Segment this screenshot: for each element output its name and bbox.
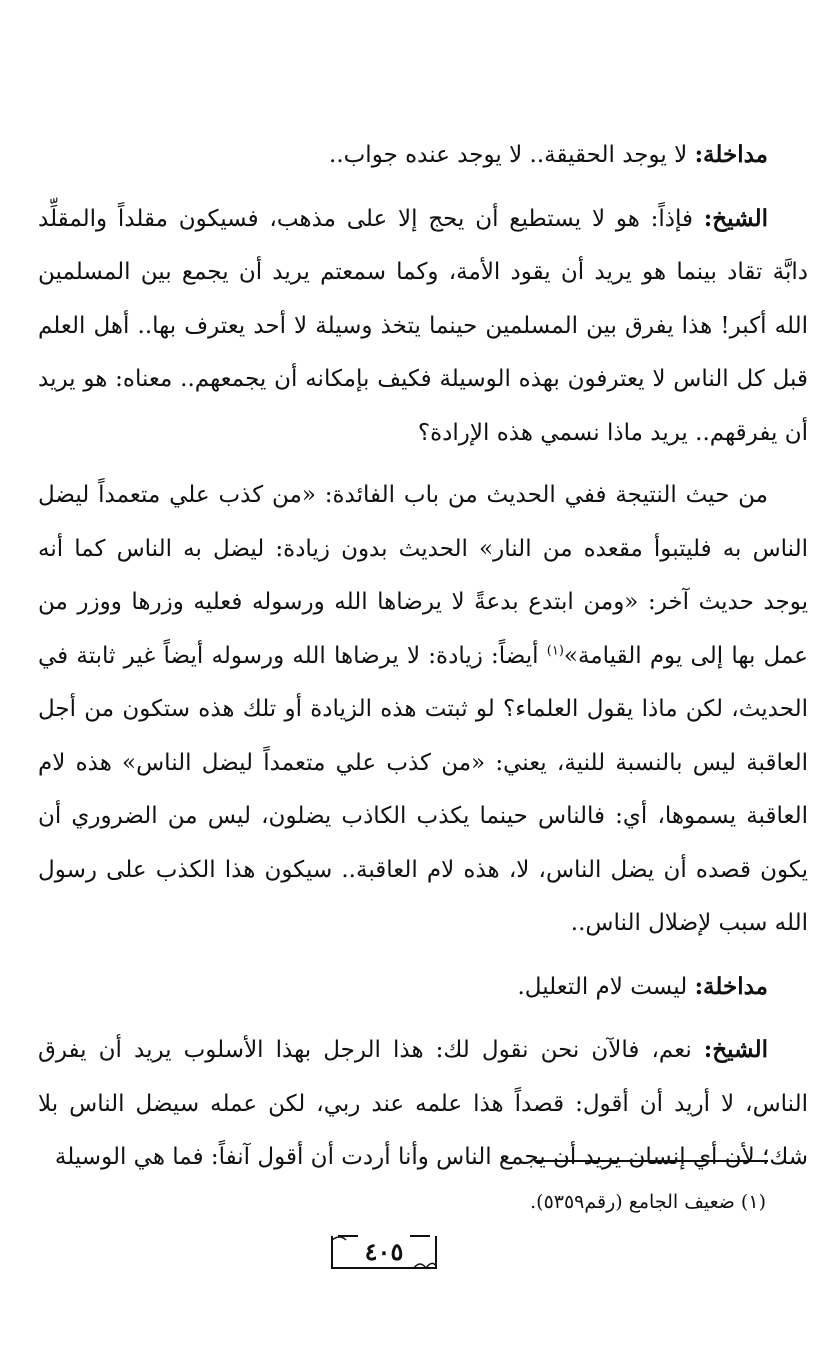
paragraph-text: فإذاً: هو لا يستطيع أن يحج إلا على مذهب، فسيكون مقلداً والمقلِّد دابَّة تقاد بينما هو يريد أن يقود الأمة، وكما سمعتم يريد أن يجمع بين المسلمين الله أكبر! هذا يفرق بين المسلمين حينما يتخذ وسيلة لا أحد يعترف بها.. أهل العلم قبل كل الناس لا يعترفون بهذه الوسيلة فكيف بإمكانه أن يجمعهم.. معناه: هو يريد أن يفرقهم.. يريد ماذا نسمي هذه الإرادة؟ — [38, 205, 808, 446]
paragraph-text: ليست لام التعليل. — [517, 973, 695, 1000]
page-number: ٤٠٥ — [364, 1237, 404, 1266]
page-number-frame — [328, 1232, 440, 1272]
speaker-label: الشيخ: — [703, 204, 768, 232]
speaker-label: مداخلة: — [694, 972, 768, 1000]
paragraph-1 — [38, 128, 808, 183]
speaker-label: الشيخ: — [703, 1036, 768, 1063]
paragraph-text: نعم، فالآن نحن نقول لك: هذا الرجل بهذا الأسلوب يريد أن يفرق الناس، لا أريد أن أقول: قصداً هذا علمه عند ربي، لكن عمله سيضل الناس بلا شك؛ لأن أي إنسان يريد أن يجمع الناس وأنا أردت أن أقول آنفاً: فما هي الوسيلة — [38, 1037, 808, 1170]
footnote: (١) ضعيف الجامع (رقم٥٣٥٩). — [530, 1191, 766, 1213]
paragraph-text: من حيث النتيجة ففي الحديث من باب الفائدة: «من كذب علي متعمداً ليضل الناس به فليتبوأ مقعده من النار» الحديث بدون زيادة: ليضل به الناس كما أنه يوجد حديث آخر: «ومن ابتدع بدعةً لا يرضاها الله ورسوله فعليه وزرها ووزر من عمل بها إلى يوم القيامة» — [38, 482, 808, 669]
paragraph-text: أيضاً: زيادة: لا يرضاها الله ورسوله أيضاً غير ثابتة في الحديث، لكن ماذا يقول العلماء؟ لو ثبتت هذه الزيادة أو تلك هذه ستكون من أجل العاقبة ليس بالنسبة للنية، يعني: «من كذب علي متعمداً ليضل الناس» هذه لام العاقبة يسموها، أي: فالناس حينما يكذب الكاذب يضلون، ليس من الضروري أن يكون قصده أن يضل الناس، لا، هذه لام العاقبة.. سيكون هذا الكذب على رسول الله سبب لإضلال الناس.. — [38, 642, 808, 936]
footnote-separator — [536, 1160, 768, 1162]
paragraph-text: لا يوجد الحقيقة.. لا يوجد عنده جواب.. — [329, 142, 695, 168]
paragraph-2 — [38, 192, 808, 461]
paragraph-3 — [38, 469, 808, 951]
paragraph-4 — [38, 960, 808, 1015]
body-text — [38, 128, 808, 1185]
footnote-reference[interactable]: (١) — [546, 642, 564, 658]
speaker-label: مداخلة: — [694, 141, 768, 168]
